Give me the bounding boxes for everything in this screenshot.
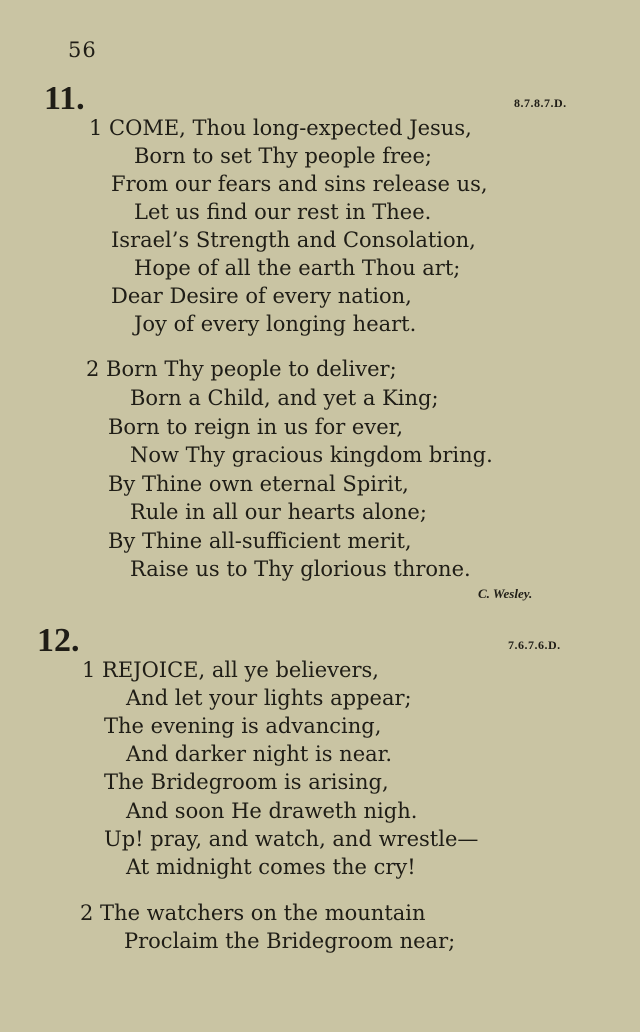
verse-line: Let us find our rest in Thee.: [134, 200, 432, 224]
verse-line: Raise us to Thy glorious throne.: [130, 557, 471, 581]
verse-line: 1 REJOICE, all ye believers,: [82, 658, 379, 682]
hymn-author: C. Wesley.: [478, 586, 533, 601]
verse-line: Born to set Thy people free;: [134, 144, 432, 168]
verse-line: Proclaim the Bridegroom near;: [124, 929, 456, 953]
hymn-meter: 7.6.7.6.D.: [508, 638, 561, 652]
verse-line: 2 The watchers on the mountain: [80, 901, 426, 925]
verse-line: Up! pray, and watch, and wrestle—: [104, 827, 479, 851]
verse-line: The evening is advancing,: [104, 714, 382, 738]
verse-line: And let your lights appear;: [126, 686, 412, 710]
page-number: 56: [68, 38, 97, 62]
verse-line: By Thine all-sufficient merit,: [108, 529, 412, 553]
verse-line: 1 COME, Thou long-expected Jesus,: [89, 116, 472, 140]
verse-line: 2 Born Thy people to deliver;: [86, 357, 397, 381]
verse-line: And soon He draweth nigh.: [126, 799, 418, 823]
verse-line: Born to reign in us for ever,: [108, 415, 404, 439]
verse-line: From our fears and sins release us,: [111, 172, 488, 196]
verse-line: Hope of all the earth Thou art;: [134, 256, 461, 280]
verse-line: Dear Desire of every nation,: [111, 284, 412, 308]
verse-line: The Bridegroom is arising,: [104, 770, 389, 794]
verse-line: Joy of every longing heart.: [134, 312, 417, 336]
verse-line: And darker night is near.: [126, 742, 393, 766]
verse-line: By Thine own eternal Spirit,: [108, 472, 409, 496]
hymn-meter: 8.7.8.7.D.: [514, 96, 567, 110]
verse-line: At midnight comes the cry!: [126, 855, 416, 879]
verse-line: Born a Child, and yet a King;: [130, 386, 439, 410]
verse-line: Now Thy gracious kingdom bring.: [130, 443, 493, 467]
verse-line: Israel’s Strength and Consolation,: [111, 228, 476, 252]
hymn-number: 11.: [44, 80, 85, 117]
verse-line: Rule in all our hearts alone;: [130, 500, 427, 524]
hymn-number: 12.: [37, 622, 80, 659]
